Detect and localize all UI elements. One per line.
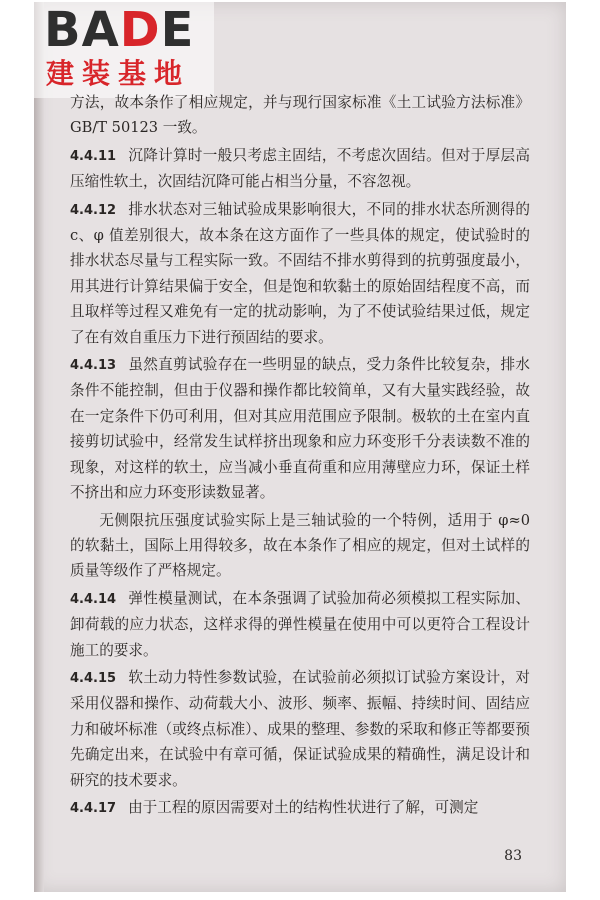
watermark-logo bbox=[34, 2, 214, 98]
book-page bbox=[34, 2, 566, 892]
clause-number: 4.4.17 bbox=[70, 800, 117, 816]
paragraph bbox=[70, 90, 530, 141]
clause-4-4-17 bbox=[70, 795, 530, 821]
watermark-latin: BADE bbox=[44, 2, 195, 58]
page-body bbox=[70, 90, 530, 823]
paragraph-text: 由于工程的原因需要对土的结构性状进行了解，可测定 bbox=[128, 798, 479, 816]
paragraph-text: 排水状态对三轴试验成果影响很大，不同的排水状态所测得的 c、φ 值差别很大，故本条在这方面作了一些具体的规定，使试验时的排水状态尽量与工程实际一致。不固结不排水剪得到的抗剪强度最小，用其进行计算结果偏于安全，但是饱和软黏土的原始固结程度不高，而且取样等过程又难免有一定的扰动影响，为了不使试验结果过低，规定了在有效自重压力下进行预固结的要求。 bbox=[70, 200, 530, 346]
paragraph-text: 沉降计算时一般只考虑主固结，不考虑次固结。但对于厚层高压缩性软土，次固结沉降可能占相当分量，不容忽视。 bbox=[70, 146, 530, 191]
page-number: 83 bbox=[504, 848, 522, 864]
clause-4-4-12 bbox=[70, 197, 530, 350]
clause-4-4-13 bbox=[70, 352, 530, 505]
paragraph-unconfined bbox=[70, 508, 530, 584]
clause-number: 4.4.14 bbox=[70, 591, 117, 607]
clause-number: 4.4.11 bbox=[70, 148, 117, 164]
clause-4-4-14 bbox=[70, 586, 530, 663]
watermark-subtitle: 建装基地 bbox=[46, 57, 191, 90]
clause-number: 4.4.15 bbox=[70, 670, 117, 686]
clause-number: 4.4.13 bbox=[70, 358, 117, 374]
paragraph-text: 弹性模量测试，在本条强调了试验加荷必须模拟工程实际加、卸荷载的应力状态，这样求得的弹性模量在使用中可以更符合工程设计施工的要求。 bbox=[70, 589, 530, 659]
page-spine-shadow bbox=[34, 2, 44, 892]
clause-4-4-15 bbox=[70, 665, 530, 793]
paragraph-text: 无侧限抗压强度试验实际上是三轴试验的一个特例，适用于 φ≈0 的软黏土，国际上用得较多，故在本条作了相应的规定，但对土试样的质量等级作了严格规定。 bbox=[70, 511, 530, 580]
paragraph-text: 软土动力特性参数试验，在试验前必须拟订试验方案设计，对采用仪器和操作、动荷载大小、波形、频率、振幅、持续时间、固结应力和破坏标准（或终点标准）、成果的整理、参数的采取和修正等都要预先确定出来，在试验中有章可循，保证试验成果的精确性，满足设计和研究的技术要求。 bbox=[70, 668, 530, 789]
clause-4-4-11 bbox=[70, 143, 530, 195]
clause-number: 4.4.12 bbox=[70, 202, 117, 218]
paragraph-text: 方法，故本条作了相应规定，并与现行国家标准《土工试验方法标准》GB/T 50123 一致。 bbox=[70, 94, 530, 137]
paragraph-text: 虽然直剪试验存在一些明显的缺点，受力条件比较复杂，排水条件不能控制，但由于仪器和操作都比较简单，又有大量实践经验，故在一定条件下仍可利用，但对其应用范围应予限制。极软的土在室内直接剪切试验中，经常发生试样挤出现象和应力环变形千分表读数不准的现象，对这样的软土，应当减小垂直荷重和应用薄壁应力环，保证土样不挤出和应力环变形读数显著。 bbox=[70, 356, 530, 502]
